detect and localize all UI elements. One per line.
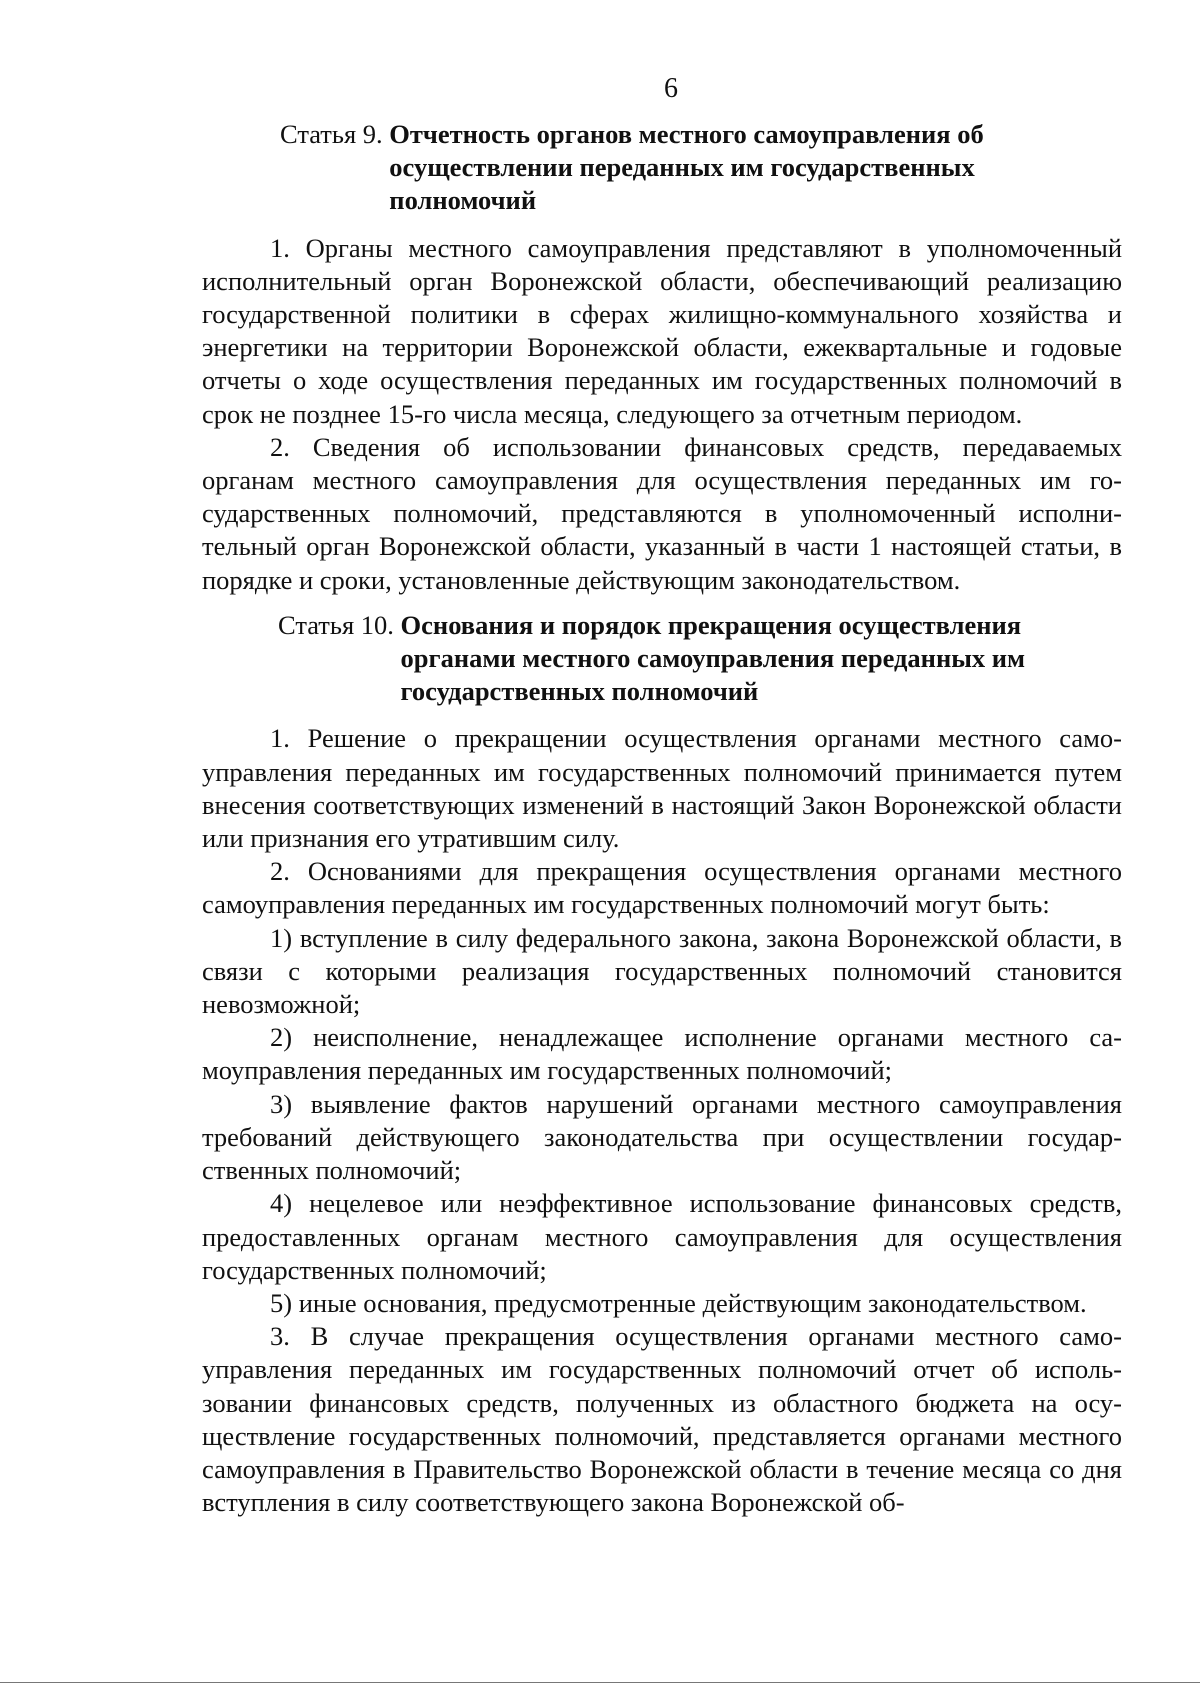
list-item: 5) иные основания, предусмотренные действующим законодательством. — [270, 1287, 1087, 1318]
article-9 — [202, 118, 1122, 597]
list-item: 2) неисполнение, ненадлежащее исполнение органами местного самоуправления переданных им государственных полномочий; — [202, 1022, 1122, 1086]
list-item: 3) выявление фактов нарушений органами местного самоуправления требований действующего законодательства при осуществлении государственных полномочий; — [202, 1088, 1122, 1186]
article-10 — [202, 609, 1122, 1519]
article-paragraphs — [202, 232, 1122, 597]
paragraph: 3. В случае прекращения осуществления органами местного самоуправления переданных им государственных полномочий отчет об использовании финансовых средств, полученных из областного бюджета на осуществление государственных полномочий, представляется органами местного самоуправления в Правительство Воронежской области в течение месяца со дня вступления в силу соответствующего закона Воронежской об- — [202, 1321, 1122, 1518]
list-item: 4) нецелевое или неэффективное использование финансовых средств, предоставленных органам местного самоуправления для осуществления государственных полномочий; — [202, 1188, 1122, 1285]
article-label: Статья 10. — [278, 609, 401, 640]
article-label: Статья 9. — [280, 119, 390, 149]
page-number: 6 — [664, 73, 678, 104]
article-paragraphs — [202, 722, 1122, 1519]
document-body — [202, 118, 1122, 1519]
paragraph: 2. Основаниями для прекращения осуществления органами местного самоуправления переданных им государственных полномочий могут быть: — [202, 856, 1122, 920]
paragraph: 1. Решение о прекращении осуществления органами местного самоуправления переданных им государственных полномочий принимается путем внесения соответствующих изменений в настоящий Закон Воронежской области или признания его утратившим силу. — [202, 723, 1122, 854]
article-heading — [202, 609, 1122, 709]
article-title: Отчетность органов местного самоуправления об осуществлении переданных им государственных полномочий — [389, 119, 984, 216]
paragraph: 2. Сведения об использовании финансовых средств, передаваемых органам местного самоуправления для осуществления переданных им государственных полномочий, представляются в уполномоченный исполнительный орган Воронежской области, указанный в части 1 настоящей статьи, в порядке и сроки, установленные действующим законодательством. — [202, 431, 1122, 595]
bottom-edge-line — [0, 1682, 1200, 1683]
article-title: Основания и порядок прекращения осуществления органами местного самоуправления переданных им государственных полномочий — [400, 609, 1026, 707]
list-item: 1) вступление в силу федерального закона, закона Воронежской области, в связи с которыми реализация государственных полномочий становится невозможной; — [202, 922, 1122, 1020]
article-heading — [202, 118, 1122, 218]
paragraph: 1. Органы местного самоуправления представляют в уполномоченный исполнительный орган Воронежской области, обеспечивающий реализацию государственной политики в сферах жилищно-коммунального хозяйства и энергетики на территории Воронежской области, ежеквартальные и годовые отчеты о ходе осуществления переданных им государственных полномочий в срок не позднее 15-го числа месяца, следующего за отчетным периодом. — [202, 232, 1122, 429]
